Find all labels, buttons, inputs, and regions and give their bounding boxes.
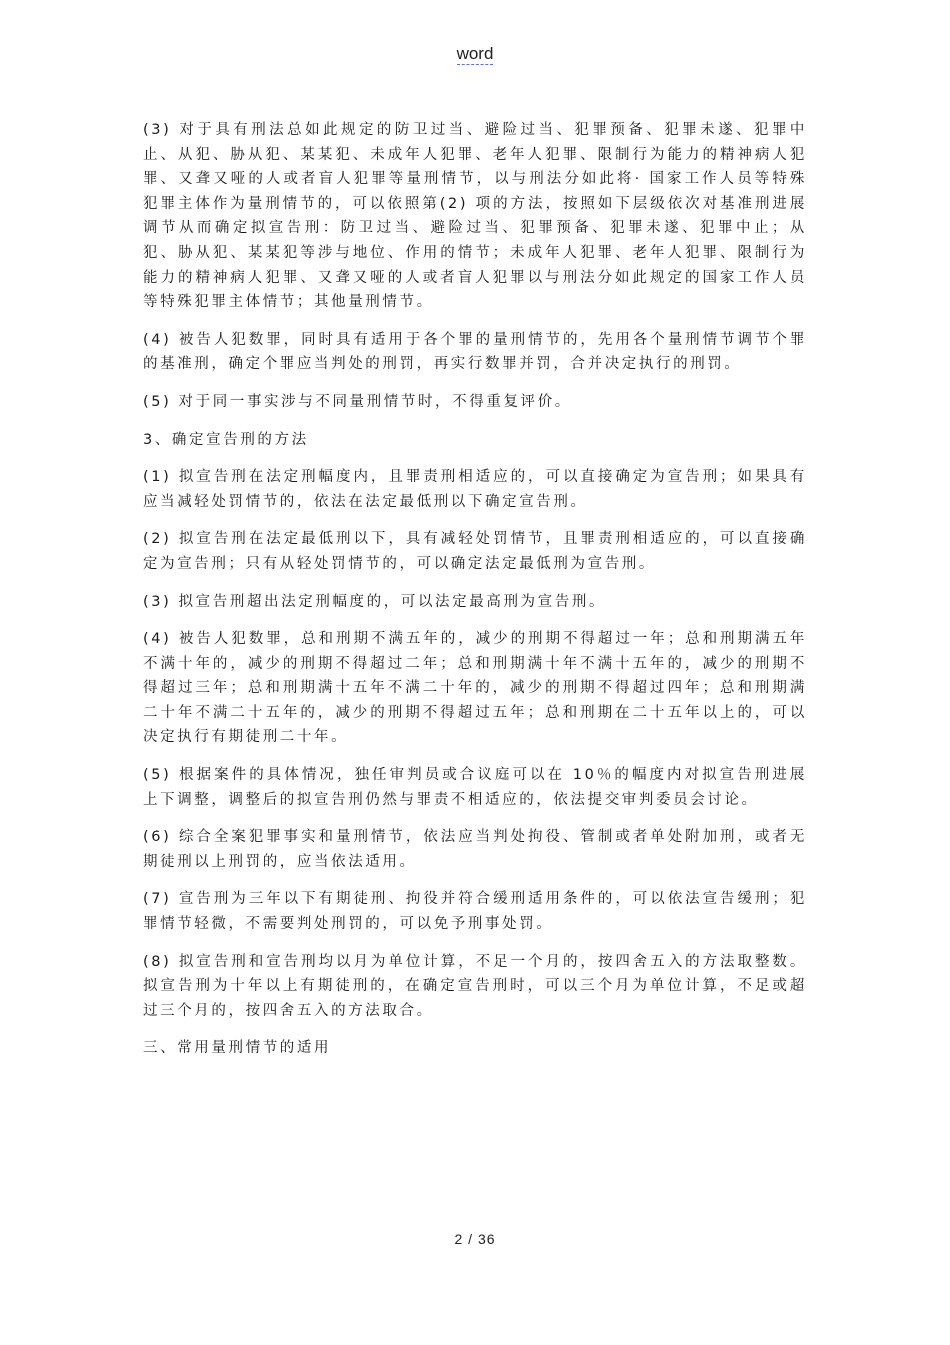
header-title-text: word bbox=[456, 44, 494, 63]
paragraph: (3) 拟宣告刑超出法定刑幅度的，可以法定最高刑为宣告刑。 bbox=[143, 593, 607, 610]
paragraph: (4) 被告人犯数罪，同时具有适用于各个罪的量刑情节的，先用各个量刑情节调节个罪的基准刑，确定个罪应当判处的刑罚，再实行数罪并罚，合并决定执行的刑罚。 bbox=[143, 331, 807, 373]
section-heading: 三、常用量刑情节的适用 bbox=[143, 1040, 332, 1057]
paragraph: (8) 拟宣告刑和宣告刑均以月为单位计算，不足一个月的，按四舍五入的方法取整数。拟宣告刑为十年以上有期徒刑的，在确定宣告刑时，可以三个月为单位计算，不足或超过三个月的，按四舍五入的方法取合。 bbox=[143, 953, 807, 1019]
section-heading: 3、确定宣告刑的方法 bbox=[143, 431, 309, 448]
paragraph: (1) 拟宣告刑在法定刑幅度内，且罪责刑相适应的，可以直接确定为宣告刑；如果具有应当减轻处罚情节的，依法在法定最低刑以下确定宣告刑。 bbox=[143, 469, 807, 510]
page-number: 2 / 36 bbox=[454, 1231, 496, 1247]
paragraph: (5) 对于同一事实涉与不同量刑情节时，不得重复评价。 bbox=[143, 393, 572, 410]
document-body bbox=[143, 118, 807, 1074]
paragraph: (7) 宣告刑为三年以下有期徒刑、拘役并符合缓刑适用条件的，可以依法宣告缓刑；犯罪情节轻微，不需要判处刑罚的，可以免予刑事处罚。 bbox=[143, 891, 807, 933]
paragraph: (2) 拟宣告刑在法定最低刑以下，具有减轻处罚情节，且罪责刑相适应的，可以直接确定为宣告刑；只有从轻处罚情节的，可以确定法定最低刑为宣告刑。 bbox=[143, 531, 807, 572]
paragraph: (5) 根据案件的具体情况，独任审判员或合议庭可以在 10％的幅度内对拟宣告刑进展上下调整，调整后的拟宣告刑仍然与罪责不相适应的，依法提交审判委员会讨论。 bbox=[143, 767, 807, 808]
paragraph: (3) 对于具有刑法总如此规定的防卫过当、避险过当、犯罪预备、犯罪未遂、犯罪中止、从犯、胁从犯、某某犯、未成年人犯罪、老年人犯罪、限制行为能力的精神病人犯罪、又聋又哑的人或者盲人犯罪等量刑情节，以与刑法分如此将· 国家工作人员等特殊犯罪主体作为量刑情节的，可以依照第(2) 项的方法，按照如下层级依次对基准刑进展调节从而确定拟宣告刑：防卫过当、避险过当、犯罪预备、犯罪未遂、犯罪中止；从犯、胁从犯、某某犯等涉与地位、作用的情节；未成年人犯罪、老年人犯罪、限制行为能力的精神病人犯罪、又聋又哑的人或者盲人犯罪以与刑法分如此规定的国家工作人员等特殊犯罪主体情节；其他量刑情节。 bbox=[143, 122, 807, 311]
paragraph: (6) 综合全案犯罪事实和量刑情节，依法应当判处拘役、管制或者单处附加刑，或者无期徒刑以上刑罚的，应当依法适用。 bbox=[143, 829, 807, 870]
paragraph: (4) 被告人犯数罪，总和刑期不满五年的，减少的刑期不得超过一年；总和刑期满五年不满十年的，减少的刑期不得超过二年；总和刑期满十年不满十五年的，减少的刑期不得超过三年；总和刑期满十五年不满二十年的，减少的刑期不得超过四年；总和刑期满二十年不满二十五年的，减少的刑期不得超过五年；总和刑期在二十五年以上的，可以决定执行有期徒刑二十年。 bbox=[143, 631, 807, 746]
document-header bbox=[0, 44, 950, 64]
